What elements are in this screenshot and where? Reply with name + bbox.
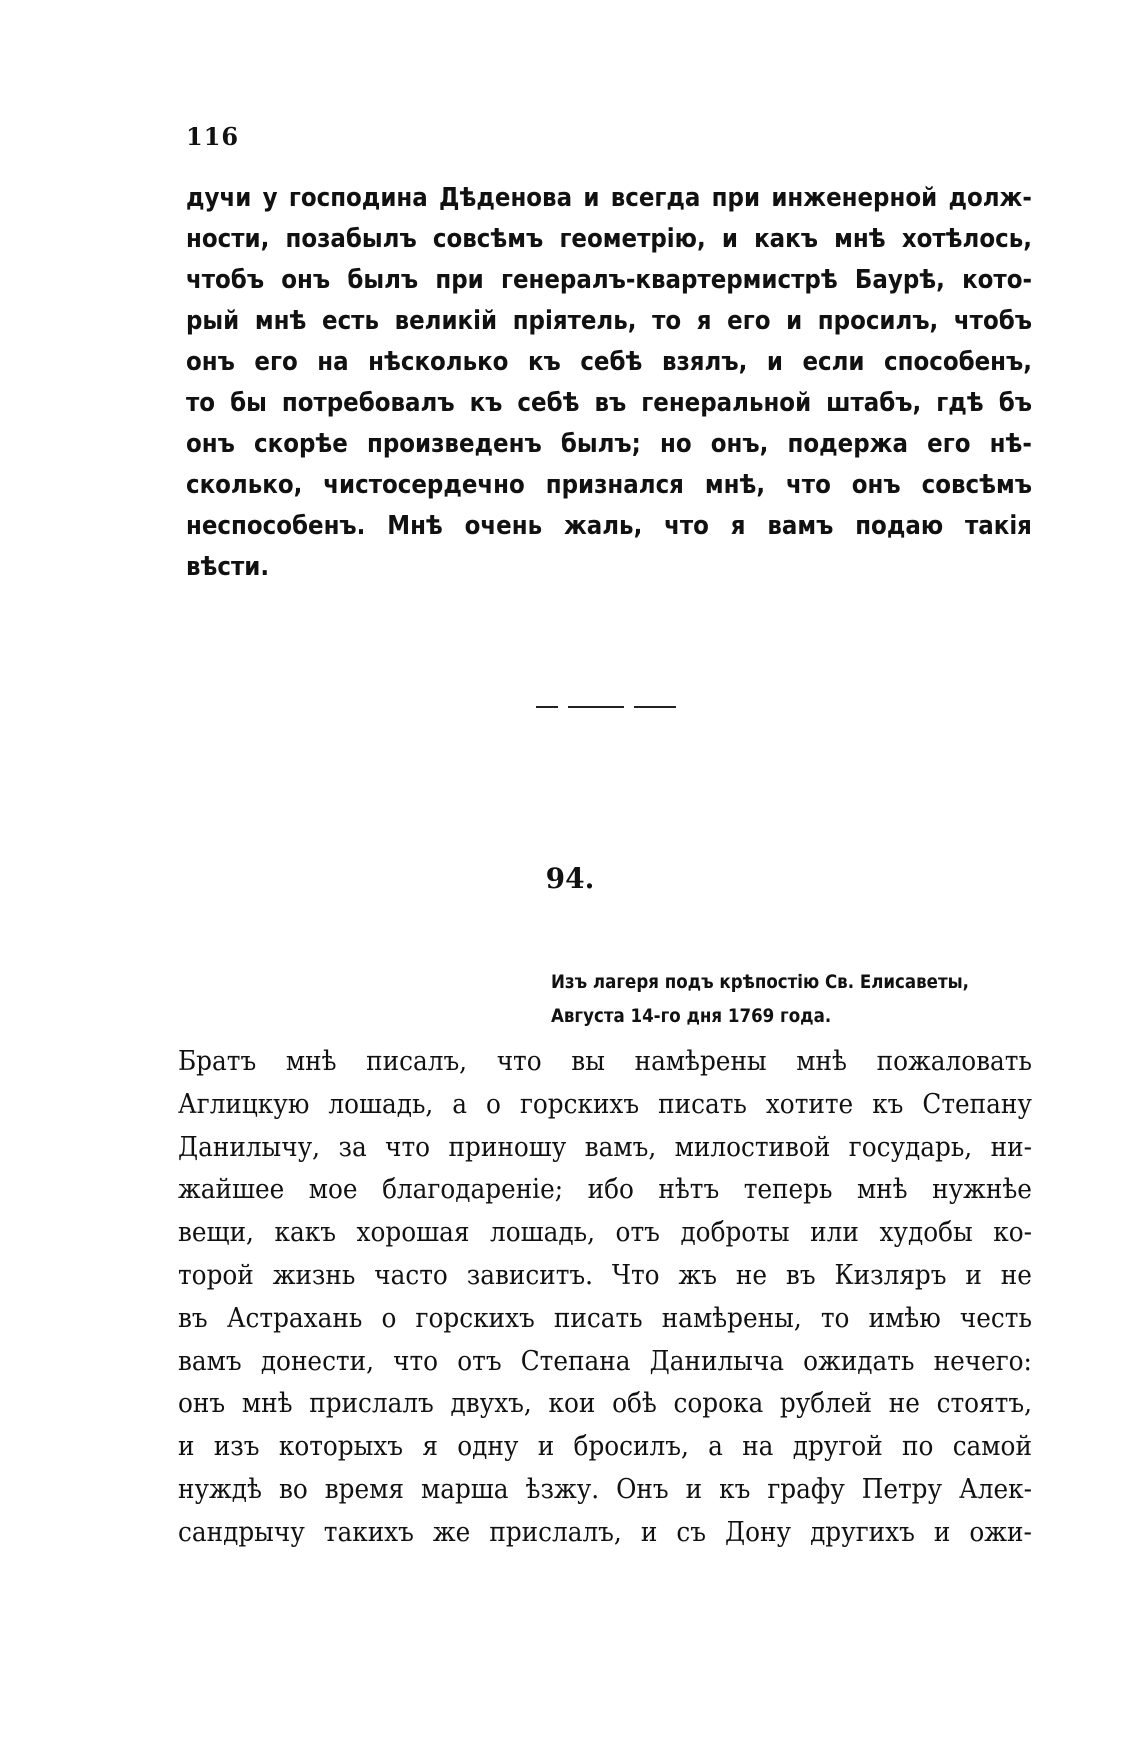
word: былъ; bbox=[560, 429, 641, 459]
text-line bbox=[186, 342, 1032, 383]
word: мое bbox=[308, 1173, 358, 1206]
word: торой bbox=[178, 1258, 254, 1291]
word: и bbox=[933, 1515, 951, 1548]
word: господина bbox=[288, 183, 428, 213]
word: геометрію, bbox=[559, 224, 706, 254]
word: всегда bbox=[610, 183, 701, 213]
text-line bbox=[178, 1040, 1032, 1083]
word: произведенъ bbox=[366, 429, 542, 459]
word: Что bbox=[611, 1258, 660, 1291]
word: Степану bbox=[922, 1087, 1032, 1120]
word: самой bbox=[952, 1430, 1032, 1463]
word: штабъ, bbox=[826, 388, 922, 418]
word: на bbox=[742, 1430, 774, 1463]
word: просилъ, bbox=[817, 306, 939, 336]
word: Данилычу, bbox=[178, 1130, 321, 1163]
word: пріятель, bbox=[512, 306, 637, 336]
word: скорѣе bbox=[254, 429, 348, 459]
word: если bbox=[802, 347, 865, 377]
word: отъ bbox=[615, 1216, 660, 1249]
word: онъ bbox=[178, 1387, 226, 1420]
word: время bbox=[324, 1472, 404, 1505]
word: Баурѣ, bbox=[854, 265, 945, 295]
word: зависитъ. bbox=[466, 1258, 593, 1291]
word: марша bbox=[420, 1472, 509, 1505]
word: жъ bbox=[678, 1258, 717, 1291]
word: вещи, bbox=[178, 1216, 254, 1249]
word: бъ bbox=[998, 388, 1032, 418]
word: Кизляръ bbox=[834, 1258, 947, 1291]
word: на bbox=[317, 347, 349, 377]
word: Дѣденова bbox=[439, 183, 573, 213]
word: долж- bbox=[948, 183, 1032, 213]
word: благодареніе; bbox=[382, 1173, 564, 1206]
word: Аглицкую bbox=[178, 1087, 310, 1120]
text-line bbox=[186, 219, 1032, 260]
text-line bbox=[186, 547, 1032, 588]
word: въ bbox=[594, 388, 627, 418]
text-line bbox=[178, 1468, 1032, 1511]
word: подержа bbox=[787, 429, 908, 459]
word: себѣ bbox=[580, 347, 643, 377]
word: имѣю bbox=[868, 1301, 941, 1334]
word: при bbox=[435, 265, 484, 295]
word: нѣтъ bbox=[658, 1173, 720, 1206]
word: и bbox=[178, 1430, 195, 1463]
word: такія bbox=[964, 511, 1032, 541]
word: совсѣмъ bbox=[432, 224, 544, 254]
word: дучи bbox=[186, 183, 252, 213]
word: онъ, bbox=[710, 429, 769, 459]
word: неспособенъ. bbox=[186, 511, 366, 541]
word: по bbox=[902, 1430, 934, 1463]
word: нуждѣ bbox=[178, 1472, 262, 1505]
text-line bbox=[186, 260, 1032, 301]
word: и bbox=[965, 1258, 982, 1291]
word: худобы bbox=[879, 1216, 973, 1249]
word: способенъ, bbox=[884, 347, 1032, 377]
word: доброты bbox=[680, 1216, 790, 1249]
word: часто bbox=[374, 1258, 448, 1291]
page-number: 116 bbox=[186, 122, 240, 151]
upper-paragraph bbox=[186, 178, 1032, 588]
word: съ bbox=[676, 1515, 706, 1548]
text-line bbox=[178, 1211, 1032, 1254]
word: сколько, bbox=[186, 470, 303, 500]
word: а bbox=[452, 1087, 468, 1120]
word: то bbox=[186, 388, 216, 418]
word: за bbox=[338, 1130, 367, 1163]
word: ности, bbox=[186, 224, 270, 254]
word: но bbox=[660, 429, 692, 459]
word: же bbox=[432, 1515, 471, 1548]
word: и bbox=[721, 224, 738, 254]
word: рый bbox=[186, 306, 240, 336]
text-line bbox=[178, 1083, 1032, 1126]
text-line bbox=[178, 1254, 1032, 1297]
word: то bbox=[820, 1301, 850, 1334]
word: къ bbox=[469, 388, 503, 418]
word: бросилъ, bbox=[573, 1430, 689, 1463]
word: государь, bbox=[848, 1130, 973, 1163]
word: или bbox=[810, 1216, 859, 1249]
word: нечего: bbox=[933, 1344, 1032, 1377]
separator-dash bbox=[634, 706, 676, 708]
text-line bbox=[186, 465, 1032, 506]
word: къ bbox=[527, 347, 561, 377]
text-line bbox=[178, 1511, 1032, 1554]
text-line bbox=[178, 1340, 1032, 1383]
word: бы bbox=[230, 388, 267, 418]
letter-body bbox=[178, 1040, 1032, 1554]
word: мнѣ bbox=[834, 224, 886, 254]
word: рублей bbox=[779, 1387, 873, 1420]
word: къ bbox=[719, 1472, 751, 1505]
separator-dash bbox=[536, 706, 558, 708]
word: нѣ- bbox=[989, 429, 1032, 459]
word: Алек- bbox=[959, 1472, 1032, 1505]
word: стоятъ, bbox=[936, 1387, 1032, 1420]
word: такихъ bbox=[323, 1515, 414, 1548]
word: честь bbox=[959, 1301, 1032, 1334]
word: жайшее bbox=[178, 1173, 285, 1206]
word: онъ bbox=[851, 470, 901, 500]
word: и bbox=[766, 347, 783, 377]
word: въ bbox=[178, 1301, 208, 1334]
word: теперь bbox=[743, 1173, 833, 1206]
letter-dateline bbox=[551, 966, 1032, 1034]
word: ибо bbox=[587, 1173, 634, 1206]
dateline-line: Августа 14-го дня 1769 года. bbox=[551, 1006, 832, 1027]
word: я bbox=[422, 1430, 438, 1463]
section-separator bbox=[536, 706, 676, 708]
word: и bbox=[583, 183, 600, 213]
word: чистосердечно bbox=[323, 470, 525, 500]
word: не bbox=[735, 1258, 767, 1291]
word: что bbox=[496, 1045, 542, 1077]
word: намѣрены bbox=[634, 1045, 767, 1077]
word: какъ bbox=[754, 224, 818, 254]
word: признался bbox=[545, 470, 684, 500]
word: Онъ bbox=[616, 1472, 669, 1505]
word: Братъ bbox=[178, 1045, 257, 1077]
word: Мнѣ bbox=[387, 511, 443, 541]
word: милостивой bbox=[674, 1130, 831, 1163]
word: писать bbox=[553, 1301, 643, 1334]
word: мнѣ, bbox=[704, 470, 766, 500]
word: то bbox=[652, 306, 682, 336]
word: и bbox=[640, 1515, 658, 1548]
word: горскихъ bbox=[519, 1087, 640, 1120]
word: при bbox=[711, 183, 761, 213]
separator-dash bbox=[568, 706, 624, 708]
word: хорошая bbox=[356, 1216, 470, 1249]
word: ко- bbox=[993, 1216, 1032, 1249]
word: горскихъ bbox=[415, 1301, 535, 1334]
word: графу bbox=[767, 1472, 845, 1505]
word: вы bbox=[571, 1045, 605, 1077]
word: сорока bbox=[673, 1387, 764, 1420]
word: что bbox=[385, 1130, 431, 1163]
word: кото- bbox=[962, 265, 1032, 295]
text-line bbox=[178, 1168, 1032, 1211]
word: прислалъ, bbox=[489, 1515, 622, 1548]
word: донести, bbox=[260, 1344, 374, 1377]
word: мнѣ bbox=[285, 1045, 337, 1077]
word: къ bbox=[872, 1087, 904, 1120]
word: ожи- bbox=[969, 1515, 1032, 1548]
text-line bbox=[186, 506, 1032, 547]
text-line bbox=[186, 424, 1032, 465]
word: не bbox=[1000, 1258, 1032, 1291]
text-line bbox=[178, 1297, 1032, 1340]
word: лошадь, bbox=[328, 1087, 434, 1120]
word: хотите bbox=[765, 1087, 854, 1120]
word: я bbox=[730, 511, 746, 541]
word: нужнѣе bbox=[932, 1173, 1032, 1206]
word: совсѣмъ bbox=[921, 470, 1032, 500]
word: пожаловать bbox=[876, 1045, 1032, 1077]
word: ни- bbox=[990, 1130, 1032, 1163]
word: подаю bbox=[855, 511, 944, 541]
word: Дону bbox=[724, 1515, 792, 1548]
word: ѣзжу. bbox=[525, 1472, 600, 1505]
word: о bbox=[381, 1301, 397, 1334]
text-line bbox=[178, 1382, 1032, 1425]
word: вамъ bbox=[767, 511, 834, 541]
word: въ bbox=[785, 1258, 816, 1291]
word: жизнь bbox=[272, 1258, 356, 1291]
word: позабылъ bbox=[285, 224, 417, 254]
word: намѣрены, bbox=[661, 1301, 802, 1334]
word: мнѣ bbox=[241, 1387, 293, 1420]
word: писалъ, bbox=[366, 1045, 468, 1077]
word: есть bbox=[322, 306, 379, 336]
word: вѣсти. bbox=[186, 552, 270, 582]
word: и bbox=[685, 1472, 703, 1505]
word: былъ bbox=[347, 265, 419, 295]
text-line bbox=[178, 1126, 1032, 1169]
word: нѣсколько bbox=[368, 347, 509, 377]
word: прислалъ bbox=[309, 1387, 434, 1420]
word: мнѣ bbox=[796, 1045, 847, 1077]
text-line bbox=[178, 1425, 1032, 1468]
word: лошадь, bbox=[490, 1216, 595, 1249]
word: Петру bbox=[861, 1472, 943, 1505]
word: у bbox=[262, 183, 278, 213]
word: потребовалъ bbox=[281, 388, 455, 418]
word: взялъ, bbox=[661, 347, 748, 377]
word: его bbox=[254, 347, 298, 377]
word: писать bbox=[658, 1087, 747, 1120]
word: великій bbox=[394, 306, 498, 336]
word: кои bbox=[548, 1387, 596, 1420]
word: двухъ, bbox=[450, 1387, 532, 1420]
word: какъ bbox=[274, 1216, 336, 1249]
word: мнѣ bbox=[254, 306, 307, 336]
word: что bbox=[393, 1344, 439, 1377]
word: изъ bbox=[213, 1430, 260, 1463]
word: что bbox=[786, 470, 831, 500]
word: ожидать bbox=[803, 1344, 915, 1377]
word: гдѣ bbox=[936, 388, 984, 418]
word: вамъ bbox=[178, 1344, 242, 1377]
letter-number: 94. bbox=[545, 862, 595, 895]
dateline-line: Изъ лагеря подъ крѣпостію Св. Елисаветы, bbox=[551, 972, 969, 993]
word: обѣ bbox=[612, 1387, 657, 1420]
word: мнѣ bbox=[856, 1173, 908, 1206]
word: я bbox=[696, 306, 712, 336]
word: онъ bbox=[186, 347, 235, 377]
word: которыхъ bbox=[278, 1430, 404, 1463]
text-line bbox=[186, 301, 1032, 342]
word: а bbox=[708, 1430, 723, 1463]
word: его bbox=[927, 429, 971, 459]
word: другой bbox=[792, 1430, 883, 1463]
word: что bbox=[664, 511, 709, 541]
word: Астрахань bbox=[226, 1301, 363, 1334]
word: чтобъ bbox=[186, 265, 265, 295]
text-line bbox=[186, 178, 1032, 219]
word: Степана bbox=[520, 1344, 631, 1377]
word: отъ bbox=[457, 1344, 502, 1377]
word: одну bbox=[457, 1430, 519, 1463]
word: инженерной bbox=[771, 183, 938, 213]
word: сандрычу bbox=[178, 1515, 305, 1548]
word: во bbox=[278, 1472, 308, 1505]
word: приношу bbox=[448, 1130, 567, 1163]
word: его bbox=[727, 306, 771, 336]
word: вамъ, bbox=[584, 1130, 657, 1163]
word: очень bbox=[464, 511, 543, 541]
word: не bbox=[888, 1387, 920, 1420]
word: жаль, bbox=[563, 511, 643, 541]
word: и bbox=[537, 1430, 555, 1463]
word: генералъ-квартермистрѣ bbox=[500, 265, 838, 295]
word: и bbox=[786, 306, 803, 336]
word: себѣ bbox=[517, 388, 580, 418]
word: онъ bbox=[281, 265, 331, 295]
word: генеральной bbox=[641, 388, 812, 418]
word: чтобъ bbox=[953, 306, 1032, 336]
text-line bbox=[186, 383, 1032, 424]
word: о bbox=[486, 1087, 501, 1120]
word: хотѣлось, bbox=[901, 224, 1032, 254]
word: онъ bbox=[186, 429, 235, 459]
word: Данилыча bbox=[649, 1344, 784, 1377]
word: другихъ bbox=[810, 1515, 915, 1548]
